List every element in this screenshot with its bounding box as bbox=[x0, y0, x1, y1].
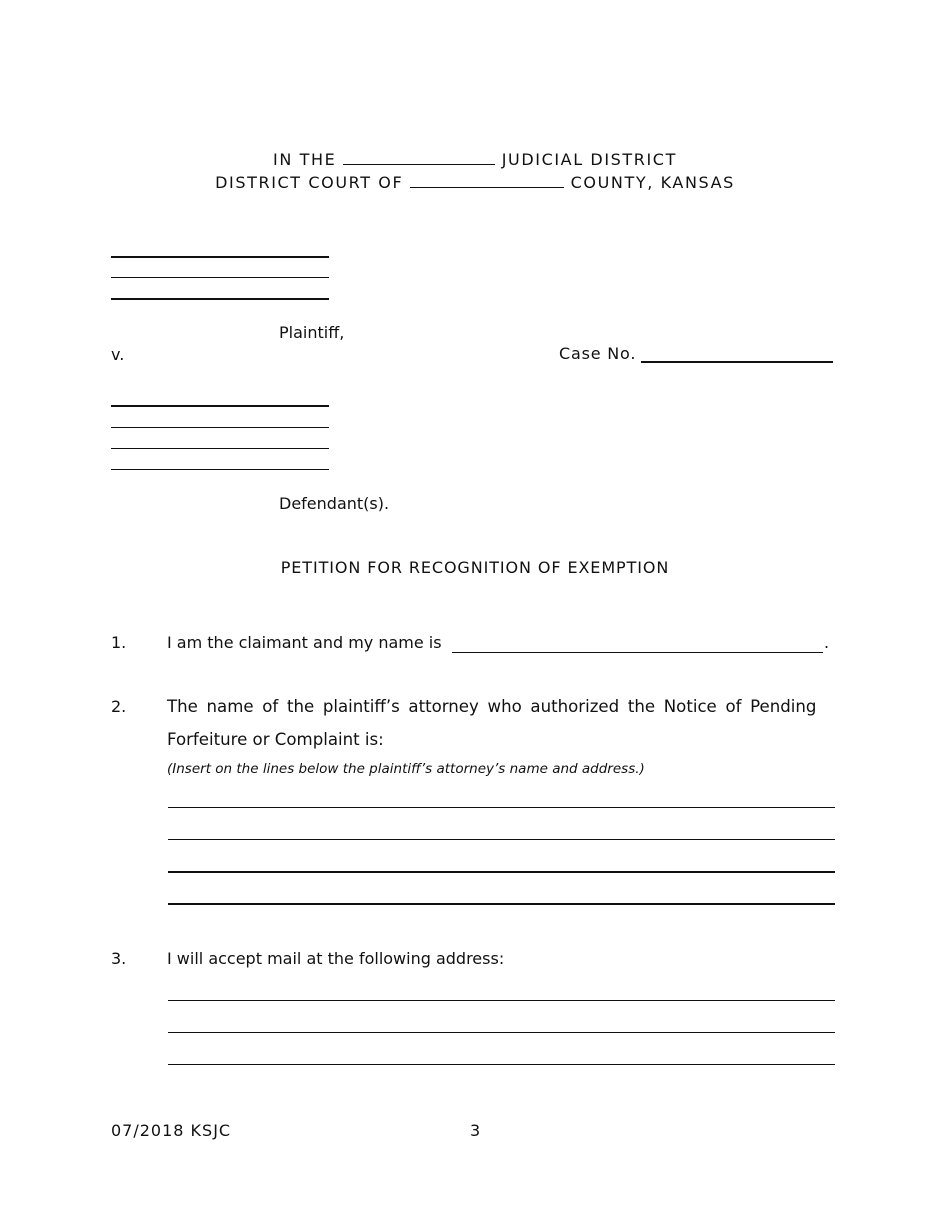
attorney-line-4[interactable] bbox=[168, 903, 835, 905]
defendant-line-4[interactable] bbox=[111, 469, 329, 470]
mail-address-line-3[interactable] bbox=[168, 1064, 835, 1065]
plaintiff-line-3[interactable] bbox=[111, 298, 329, 300]
footer-form-code: 07/2018 KSJC bbox=[111, 1121, 232, 1140]
plaintiff-line-1[interactable] bbox=[111, 256, 329, 258]
header-county-kansas: COUNTY, KANSAS bbox=[570, 173, 735, 192]
item-2-text-line-1: The name of the plaintiff’s attorney who authorized the Notice of Pending bbox=[167, 697, 817, 716]
case-no-field[interactable] bbox=[641, 361, 833, 363]
footer-page-number: 3 bbox=[470, 1121, 481, 1140]
item-2-text-line-2: Forfeiture or Complaint is: bbox=[167, 730, 384, 749]
attorney-line-1[interactable] bbox=[168, 807, 835, 808]
item-1-number: 1. bbox=[111, 633, 127, 652]
header-district-court-of: DISTRICT COURT OF bbox=[215, 173, 404, 192]
plaintiff-line-2[interactable] bbox=[111, 277, 329, 278]
header-in-the: IN THE bbox=[273, 150, 337, 169]
attorney-line-3[interactable] bbox=[168, 871, 835, 873]
claimant-name-field[interactable] bbox=[452, 652, 823, 653]
attorney-line-2[interactable] bbox=[168, 839, 835, 840]
item-1-period: . bbox=[824, 633, 830, 652]
item-2-number: 2. bbox=[111, 697, 127, 716]
court-header-line-2 bbox=[0, 173, 950, 192]
defendant-line-2[interactable] bbox=[111, 427, 329, 428]
plaintiff-label: Plaintiff, bbox=[279, 323, 345, 342]
item-1-text: I am the claimant and my name is bbox=[167, 633, 442, 652]
mail-address-line-2[interactable] bbox=[168, 1032, 835, 1033]
county-blank[interactable] bbox=[410, 173, 564, 188]
item-2-instruction: (Insert on the lines below the plaintiff’s attorney’s name and address.) bbox=[167, 761, 645, 777]
document-title: PETITION FOR RECOGNITION OF EXEMPTION bbox=[280, 558, 670, 577]
item-3-text: I will accept mail at the following address: bbox=[167, 949, 505, 968]
court-header-line-1 bbox=[0, 150, 950, 169]
defendant-label: Defendant(s). bbox=[279, 494, 390, 513]
case-no-label: Case No. bbox=[559, 344, 637, 363]
defendant-line-3[interactable] bbox=[111, 448, 329, 449]
versus-label: v. bbox=[111, 345, 125, 364]
judicial-district-blank[interactable] bbox=[343, 150, 495, 165]
item-3-number: 3. bbox=[111, 949, 127, 968]
mail-address-line-1[interactable] bbox=[168, 1000, 835, 1001]
defendant-line-1[interactable] bbox=[111, 405, 329, 407]
header-judicial-district: JUDICIAL DISTRICT bbox=[501, 150, 677, 169]
